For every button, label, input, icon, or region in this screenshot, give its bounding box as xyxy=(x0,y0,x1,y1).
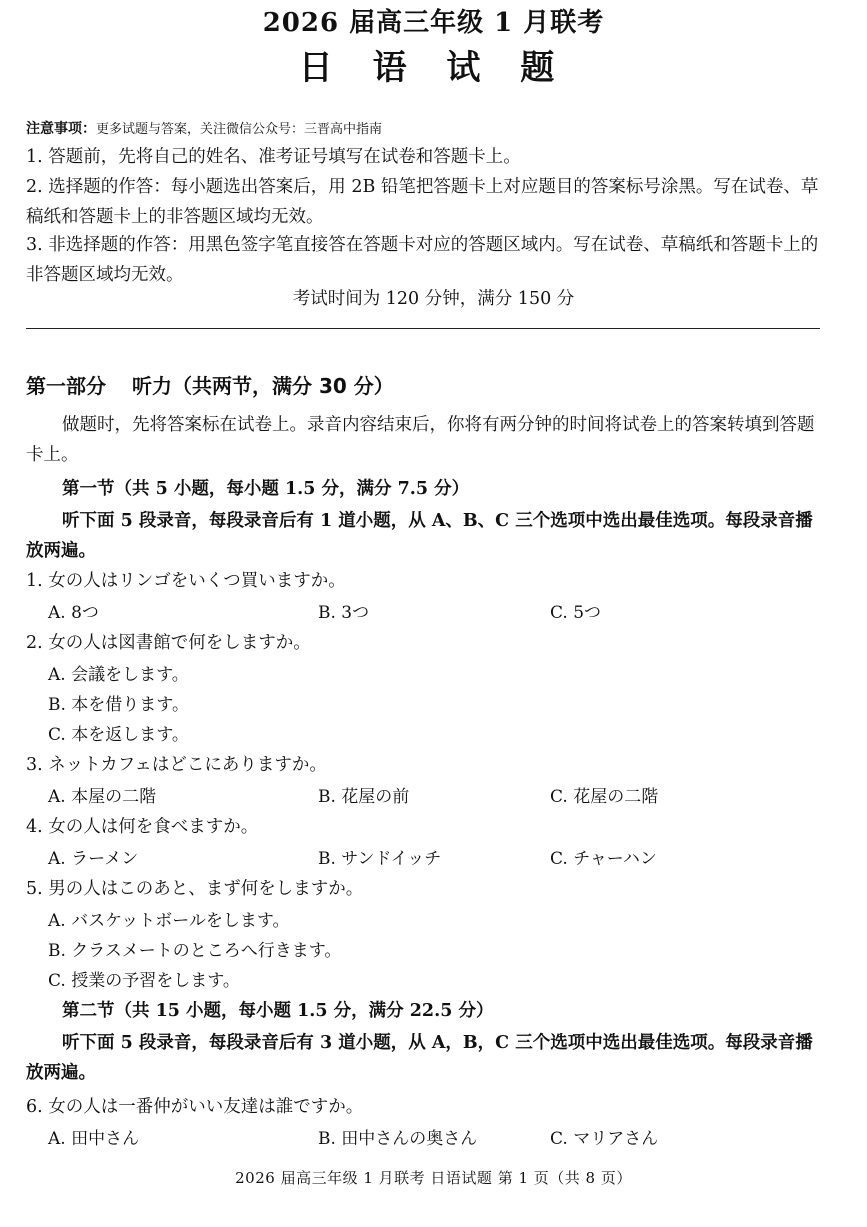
q1-option-b: B. 3つ xyxy=(318,603,370,623)
q3-option-c: C. 花屋の二階 xyxy=(550,787,659,807)
notice-item-1: 1. 答题前，先将自己的姓名、准考证号填写在试卷和答题卡上。 xyxy=(26,147,521,167)
section1-instruction: 听下面 5 段录音，每段录音后有 1 道小题，从 A、B、C 三个选项中选出最佳选项。每段录音播放两遍。 xyxy=(26,511,813,561)
question-6: 6. 女の人は一番仲がいい友達は誰ですか。 xyxy=(26,1097,364,1117)
q6-option-a: A. 田中さん xyxy=(48,1129,140,1149)
q6-option-b: B. 田中さんの奥さん xyxy=(318,1129,478,1149)
part-intro: 做题时，先将答案标在试卷上。录音内容结束后，你将有两分钟的时间将试卷上的答案转填到答题卡上。 xyxy=(26,415,815,465)
question-1: 1. 女の人はリンゴをいくつ買いますか。 xyxy=(26,571,346,591)
q4-option-c: C. チャーハン xyxy=(550,849,657,869)
q5-option-c: C. 授業の予習をします。 xyxy=(48,971,240,991)
notice-text: 更多试题与答案，关注微信公众号：三晋高中指南 xyxy=(96,122,383,137)
q6-option-c: C. マリアさん xyxy=(550,1129,659,1149)
notice-header xyxy=(26,118,382,138)
q5-option-a: A. バスケットボールをします。 xyxy=(48,911,290,931)
q1-option-c: C. 5つ xyxy=(550,603,602,623)
question-4: 4. 女の人は何を食べますか。 xyxy=(26,817,259,837)
part-title xyxy=(26,370,394,399)
notice-label: 注意事项： xyxy=(26,121,96,137)
q2-option-b: B. 本を借ります。 xyxy=(48,695,189,715)
part-label: 第一部分 xyxy=(26,374,106,398)
notice-item-2: 2. 选择题的作答：每小题选出答案后，用 2B 铅笔把答题卡上对应题目的答案标号涂黑。写在试卷、草稿纸和答题卡上的非答题区域均无效。 xyxy=(26,177,819,227)
notice-item-3: 3. 非选择题的作答：用黑色签字笔直接答在答题卡对应的答题区域内。写在试卷、草稿纸和答题卡上的非答题区域均无效。 xyxy=(26,235,819,285)
q1-option-a: A. 8つ xyxy=(48,603,99,623)
part-heading: 听力（共两节，满分 30 分） xyxy=(132,374,394,398)
question-3: 3. ネットカフェはどこにありますか。 xyxy=(26,755,327,775)
exam-title: 2026 届高三年级 1 月联考 xyxy=(262,8,605,38)
q3-option-b: B. 花屋の前 xyxy=(318,787,410,807)
q2-option-c: C. 本を返します。 xyxy=(48,725,189,745)
section2-instruction: 听下面 5 段录音，每段录音后有 3 道小题，从 A，B，C 三个选项中选出最佳选项。每段录音播放两遍。 xyxy=(26,1033,813,1083)
subject-title: 日 语 试 题 xyxy=(298,48,569,88)
q5-option-b: B. クラスメートのところへ行きます。 xyxy=(48,941,342,961)
q3-option-a: A. 本屋の二階 xyxy=(48,787,157,807)
divider xyxy=(26,328,820,329)
question-2: 2. 女の人は図書館で何をしますか。 xyxy=(26,633,311,653)
question-5: 5. 男の人はこのあと、まず何をしますか。 xyxy=(26,879,364,899)
q4-option-b: B. サンドイッチ xyxy=(318,849,442,869)
exam-time: 考试时间为 120 分钟，满分 150 分 xyxy=(292,289,575,309)
q2-option-a: A. 会議をします。 xyxy=(48,665,189,685)
q4-option-a: A. ラーメン xyxy=(48,849,139,869)
section2-title: 第二节（共 15 小题，每小题 1.5 分，满分 22.5 分） xyxy=(62,1001,494,1021)
page-footer: 2026 届高三年级 1 月联考 日语试题 第 1 页（共 8 页） xyxy=(235,1169,632,1187)
section1-title: 第一节（共 5 小题，每小题 1.5 分，满分 7.5 分） xyxy=(62,479,470,499)
